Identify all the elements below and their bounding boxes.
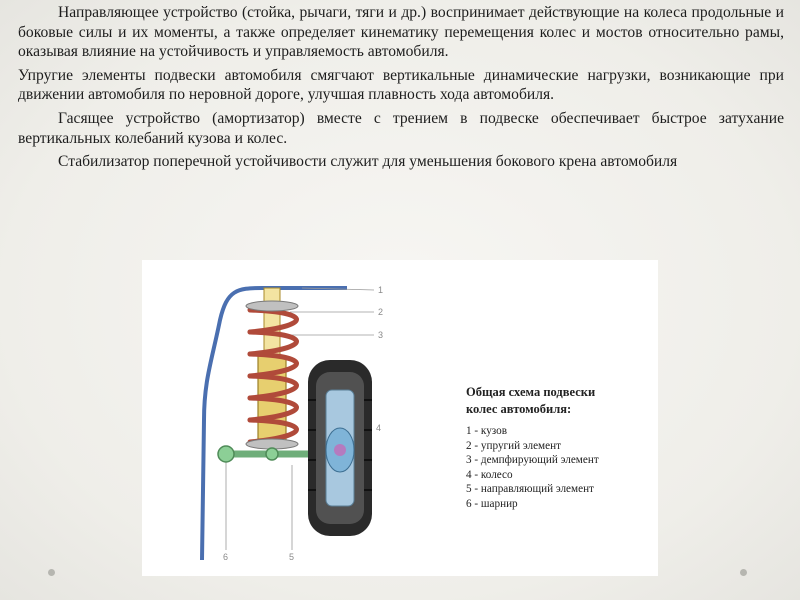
legend-item: 5 - направляющий элемент — [466, 483, 594, 496]
legend-item: 6 - шарнир — [466, 497, 518, 510]
damper-mount-joint — [266, 448, 278, 460]
callout-1: 1 — [378, 285, 384, 295]
paragraph-stabilizer: Стабилизатор поперечной устойчивости служит для уменьшения бокового крена автомобиля — [58, 153, 678, 171]
slide-bullet-right — [740, 569, 747, 576]
legend-item: 2 - упругий элемент — [466, 439, 561, 452]
paragraph-guiding-device: Направляющее устройство (стойка, рычаги, тяги и др.) воспринимает действующие на колеса продольные и боковые силы и их моменты, а также определяет кинематику перемещения колес и мостов относительно рамы, оказывая влияние на устойчивость и управляемость автомобиля. — [18, 4, 784, 61]
legend-title — [466, 384, 656, 418]
text-content — [18, 3, 784, 176]
callout-2: 2 — [378, 307, 384, 317]
coil-spring-shape — [250, 310, 297, 442]
callout-4: 4 — [376, 423, 382, 433]
callout-6: 6 — [223, 552, 229, 562]
slide-bullet-left — [48, 569, 55, 576]
callout-3: 3 — [378, 330, 384, 340]
paragraph-damper: Гасящее устройство (амортизатор) вместе с трением в подвеске обеспечивает быстрое затухание вертикальных колебаний кузова и колес. — [18, 109, 784, 147]
suspension-figure — [142, 260, 658, 576]
legend-item: 3 - демпфирующий элемент — [466, 454, 599, 467]
hinge-joint-shape — [218, 446, 234, 462]
legend-item: 4 - колесо — [466, 468, 513, 481]
damper-rod-shape — [264, 288, 280, 358]
paragraph-elastic-elements: Упругие элементы подвески автомобиля смягчают вертикальные динамические нагрузки, возникающие при движении автомобиля по неровной дороге, улучшая плавность хода автомобиля. — [18, 66, 784, 104]
legend-title-line-2: колес автомобиля: — [466, 402, 572, 416]
legend-title-line-1: Общая схема подвески — [466, 385, 596, 399]
legend-item: 1 - кузов — [466, 425, 508, 437]
figure-legend — [466, 384, 656, 512]
callout-5: 5 — [289, 552, 295, 562]
